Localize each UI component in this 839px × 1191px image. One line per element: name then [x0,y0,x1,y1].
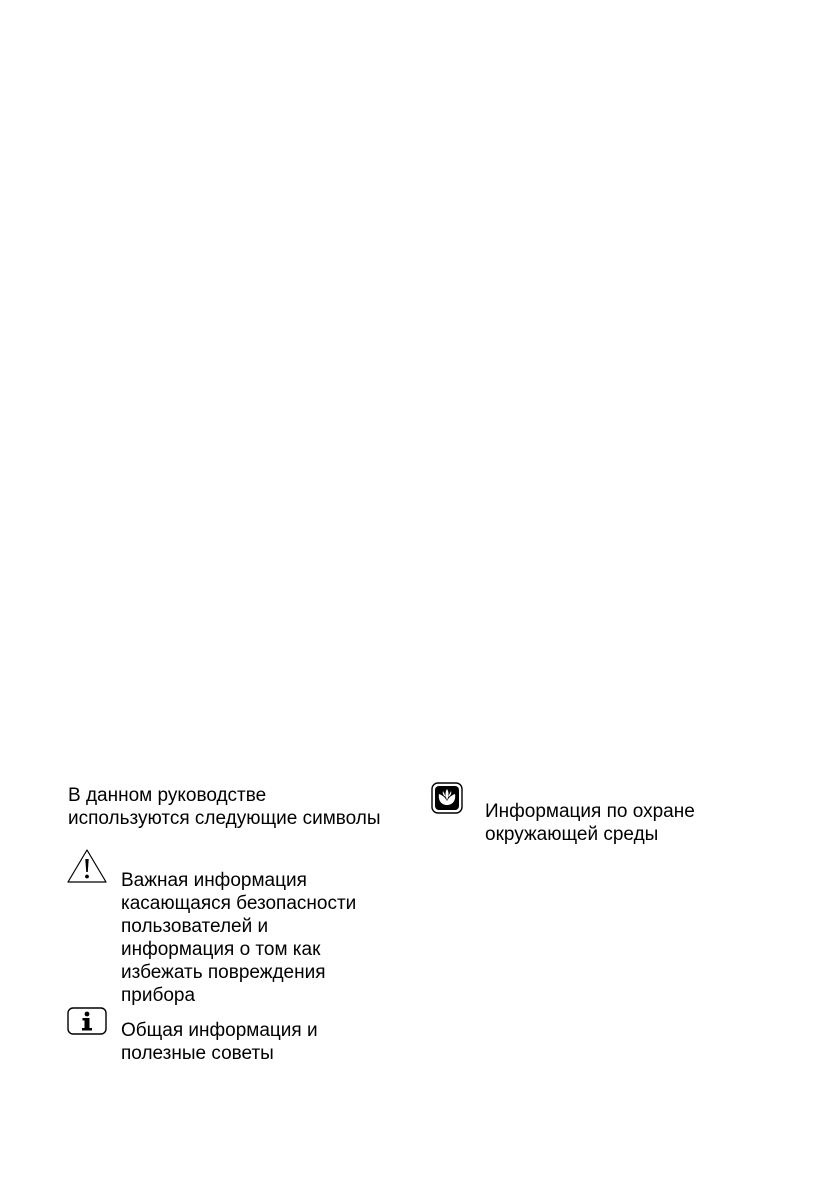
info-symbol-description: Общая информация и полезные советы [121,1020,318,1064]
environment-symbol-description: Информация по охране окружающей среды [485,801,695,845]
leaf-environment-icon [431,782,463,814]
intro-text: В данном руководстве используются следующие символы [68,785,381,829]
info-i-icon [67,1007,107,1035]
warning-triangle-icon [66,848,108,884]
warning-symbol-description: Важная информация касающаяся безопасности пользователей и информация о том как избежать повреждения прибора [121,870,357,1006]
